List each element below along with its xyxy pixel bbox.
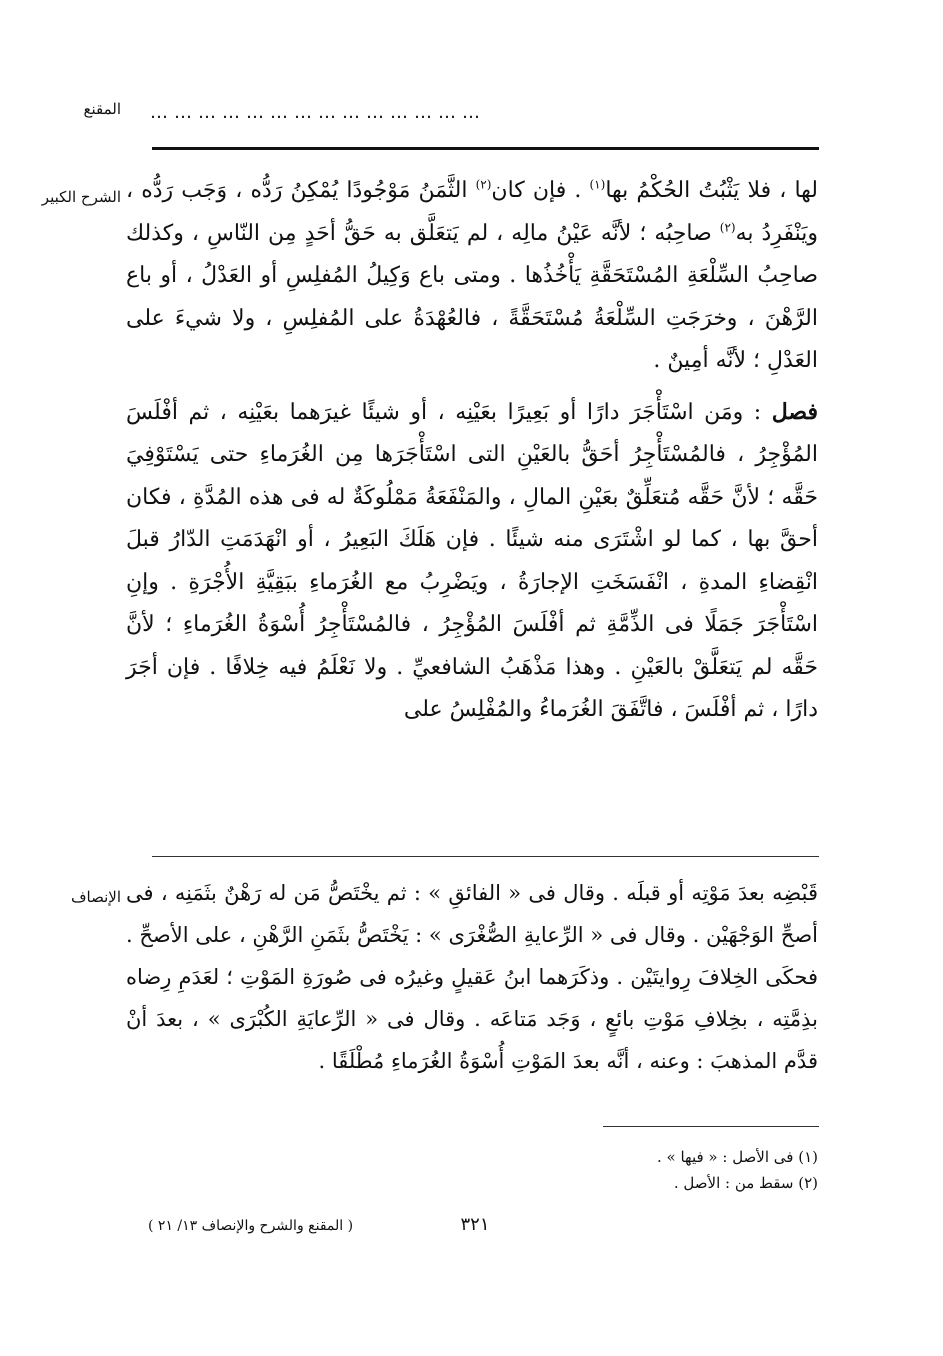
footnote-ref-2b: (٢) (719, 220, 736, 235)
sharh-section-label: الشرح الكبير (41, 188, 121, 206)
sharh-p1-part-c: الثَّمَنُ مَوْجُودًا يُمْكِنُ رَدُّه ، وَجَب رَدُّه ، ويَنْفَرِدُ به (126, 178, 818, 246)
footnote-2: (٢) سقط من : الأصل . (673, 1174, 818, 1192)
sharh-text-block (126, 170, 818, 732)
header-dotted-line: …………………………………… (150, 102, 486, 123)
insaf-paragraph: قَبْضِه بعدَ مَوْتِه أو قبلَه . وقال فى « الفائقِ » : ثم يخْتَصُّ مَن له رَهْنٌ بثَمَنِه ، فى أصحِّ الوَجْهَيْن . وقال فى « الرِّعايةِ الصُّغْرَى » : يَخْتَصُّ بثَمَنِ الرَّهْنِ ، على الأصحِّ . فحكَى الخِلافَ رِوايتَيْن . وذكَرَهما ابنُ عَقيلٍ وغيرُه فى صُورَةِ المَوْتِ ؛ لعَدَمِ رِضاه بذِمَّتِه ، بخِلافِ مَوْتِ بائعٍ ، وَجَد مَتاعَه . وقال فى « الرِّعايَةِ الكُبْرَى » ، بعدَ أنْ قدَّم المذهبَ : وعنه ، أنَّه بعدَ المَوْتِ أُسْوَةُ الغُرَماءِ مُطْلَقًا . (126, 881, 818, 1073)
footnote-divider (603, 1126, 819, 1127)
sharh-p2-body: : ومَن اسْتَأْجَرَ دارًا أو بَعِيرًا بعَيْنِه ، أو شيئًا غيرَهما بعَيْنِه ، ثم أفْلَسَ المُؤْجِرُ ، فالمُسْتَأْجِرُ أحَقُّ بالعَيْنِ التى اسْتَأْجَرَها مِن الغُرَماءِ حتى يَسْتَوْفِيَ حَقَّه ؛ لأنَّ حَقَّه مُتعَلِّقٌ بعَيْنِ المالِ ، والمَنْفَعَةُ مَمْلُوكَةٌ له فى هذه المُدَّةِ ، فكان أحقَّ بها ، كما لو اشْتَرَى منه شيئًا . فإن هَلَكَ البَعِيرُ ، أو انْهَدَمَتِ الدّارُ قبلَ انْقِضاءِ المدةِ ، انْفَسَخَتِ الإجارَةُ ، ويَضْرِبُ مع الغُرَماءِ ببَقِيَّةِ الأُجْرَةِ . وإنِ اسْتَأْجَرَ جَمَلًا فى الذِّمَّةِ ثم أفْلَسَ المُؤْجِرُ ، فالمُسْتَأْجِرُ أُسْوَةُ الغُرَماءِ ؛ لأنَّ حَقَّه لم يَتعَلَّقْ بالعَيْنِ . وهذا مَذْهَبُ الشافعيِّ . ولا نَعْلَمُ فيه خِلافًا . فإن أجَرَ دارًا ، ثم أفْلَسَ ، فاتَّفَقَ الغُرَماءُ والمُفْلِسُ على (126, 399, 818, 722)
footnote-ref-2: (٢) (475, 177, 492, 192)
section-divider (152, 856, 819, 857)
sharh-p1-part-a: لها ، فلا يَثْبُتُ الحُكْمُ بها (605, 178, 818, 203)
series-reference: ( المقنع والشرح والإنصاف ١٣/ ٢١ ) (148, 1218, 354, 1234)
fasl-heading: فصل (771, 398, 818, 425)
page-number: ٣٢١ (460, 1214, 490, 1235)
footnote-1: (١) فى الأصل : « فيها » . (657, 1148, 818, 1166)
sharh-p1-part-d: صاحِبُه ؛ لأنَّه عَيْنُ مالِه ، لم يَتعَلَّق به حَقُّ أحَدٍ مِن النّاسِ ، وكذلك صاحِبُ السِّلْعَةِ المُسْتَحَقَّةِ يَأْخُذُها . ومتى باع وَكِيلُ المُفلِسِ أو العَدْلُ ، أو باع الرَّهْنَ ، وخرَجَتِ السِّلْعَةُ مُسْتَحَقَّةً ، فالعُهْدَةُ على المُفلِسِ ، ولا شيءَ على العَدْلِ ؛ لأنَّه أمِينٌ . (126, 220, 818, 373)
insaf-text-block (126, 872, 818, 1082)
insaf-section-label: الإنصاف (70, 888, 121, 906)
header-book-label: المقنع (83, 100, 121, 118)
sharh-paragraph-1 (126, 170, 818, 383)
footnote-ref-1: (١) (589, 177, 606, 192)
sharh-p1-part-b: . فإن كان (491, 178, 590, 203)
sharh-paragraph-2 (126, 391, 818, 732)
footnotes (126, 1144, 818, 1196)
header-rule (152, 147, 819, 150)
